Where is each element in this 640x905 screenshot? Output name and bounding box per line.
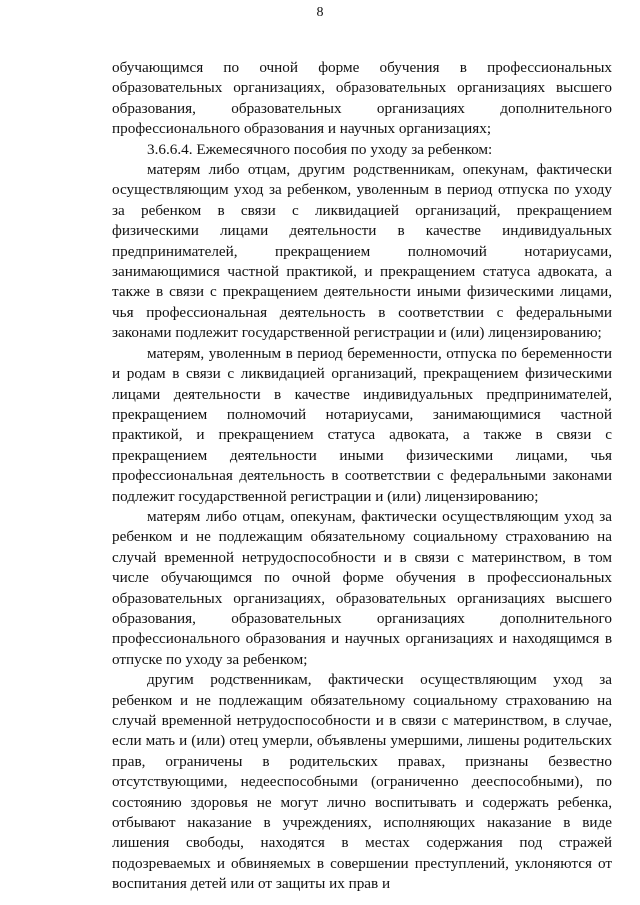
page-number: 8	[316, 5, 324, 20]
paragraph-5: матерям либо отцам, опекунам, фактически осуществляющим уход за ребенком и не подлежащим обязательному социальному страхованию на случай временной нетрудоспособности и в связи с материнством, в том числе обучающимся по очной форме обучения в профессиональных образовательных организациях, образовательных организациях высшего образования, образовательных организациях дополнительного профессионального образования и научных организациях и находящимся в отпуске по уходу за ребенком;	[112, 507, 612, 668]
paragraph-2: 3.6.6.4. Ежемесячного пособия по уходу за ребенком:	[147, 140, 493, 158]
paragraph-3: матерям либо отцам, другим родственникам, опекунам, фактически осуществляющим уход за ребенком, уволенным в период отпуска по уходу за ребенком в связи с ликвидацией организаций, прекращением физическими лицами деятельности в качестве индивидуальных предпринимателей, прекращением полномочий нотариусами, занимающимися частной практикой, и прекращением статуса адвоката, а также в связи с прекращением деятельности иными физическими лицами, чья профессиональная деятельность в соответствии с федеральными законами подлежит государственной регистрации и (или) лицензированию;	[112, 161, 612, 342]
paragraph-4: матерям, уволенным в период беременности, отпуска по беременности и родам в связи с ликвидацией организаций, прекращением физическими лицами деятельности в качестве индивидуальных предпринимателей, прекращением полномочий нотариусами, занимающимися частной практикой, и прекращением статуса адвоката, а также в связи с прекращением деятельности иными физическими лицами, чья профессиональная деятельность в соответствии с федеральными законами подлежит государственной регистрации и (или) лицензированию;	[112, 344, 612, 505]
paragraph-1: обучающимся по очной форме обучения в профессиональных образовательных организациях, образовательных организациях высшего образования, образовательных организациях дополнительного профессионального образования и научных организациях;	[112, 59, 612, 138]
paragraph-6: другим родственникам, фактически осуществляющим уход за ребенком и не подлежащим обязательному социальному страхованию на случай временной нетрудоспособности и в связи с материнством, в случае, если мать и (или) отец умерли, объявлены умершими, лишены родительских прав, ограничены в родительских правах, признаны безвестно отсутствующими, недееспособными (ограниченно дееспособными), по состоянию здоровья не могут лично воспитывать и содержать ребенка, отбывают наказание в учреждениях, исполняющих наказание в виде лишения свободы, находятся в местах содержания под стражей подозреваемых и обвиняемых в совершении преступлений, уклоняются от воспитания детей или от защиты их прав и	[112, 671, 612, 893]
document-body	[112, 58, 612, 895]
